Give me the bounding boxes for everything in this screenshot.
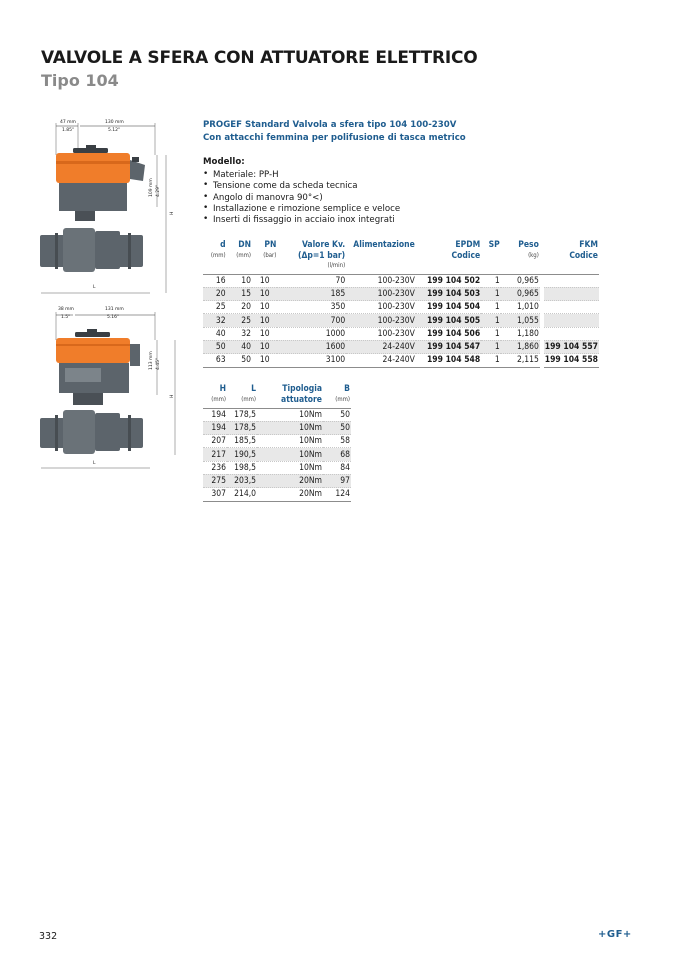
feature-item: • Tensione come da scheda tecnica [203,181,400,192]
table-cell: 70 [277,274,346,287]
table-cell: 10Nm [257,461,323,474]
feature-item: • Materiale: PP-H [203,170,400,181]
dim-label: 109 mm [149,178,154,197]
column-header: d (mm) [210,240,226,259]
table-cell [544,301,599,314]
table-cell: 1 [481,314,501,327]
table-cell: 1 [481,354,501,367]
table-cell: 178,5 [227,421,257,434]
table-cell: 58 [323,435,351,448]
table-cell: 100-230V [346,287,416,300]
table-cell: 190,5 [227,448,257,461]
table-cell: 700 [277,314,346,327]
table-row [203,287,599,300]
table-cell: 199 104 505 [416,314,481,327]
column-header: B (mm) [335,384,350,403]
table-cell: 25 [227,314,252,327]
table-cell: 68 [323,448,351,461]
table-cell: 1,180 [501,327,540,340]
dim-label: 38 mm [58,307,74,312]
table-cell: 20 [203,287,227,300]
spec-table [203,240,599,368]
table-row [203,435,351,448]
table-cell: 40 [203,327,227,340]
table-row [203,488,351,501]
table-cell: 203,5 [227,474,257,487]
table-cell: 24-240V [346,340,416,353]
table-cell: 40 [227,340,252,353]
table-cell: 10 [252,287,277,300]
table-cell: 15 [227,287,252,300]
table-cell: 50 [203,340,227,353]
table-cell: 10 [252,354,277,367]
table-row [203,301,599,314]
table-cell: 124 [323,488,351,501]
dimension-table [203,384,351,502]
dim-h-label: H [170,211,175,215]
table-cell: 194 [203,421,227,434]
product-heading-line2: Con attacchi femmina per polifusione di tasca metrico [203,132,466,143]
table-cell: 0,965 [501,274,540,287]
table-cell: 207 [203,435,227,448]
table-cell: 20Nm [257,488,323,501]
product-heading [203,119,466,144]
table-row [203,408,351,421]
table-cell [544,327,599,340]
table-row [203,461,351,474]
dim-label: 113 mm [149,351,154,370]
dim-label: 47 mm [60,120,76,125]
table-cell: 10 [252,274,277,287]
table-cell: 10Nm [257,421,323,434]
valve-drawing-bottom [35,300,195,475]
table-cell: 350 [277,301,346,314]
column-header: DN (mm) [236,240,252,259]
dim-l-label: L [93,285,96,290]
table-cell: 199 104 547 [416,340,481,353]
table-cell: 185 [277,287,346,300]
table-cell: 214,0 [227,488,257,501]
table-cell: 1 [481,274,501,287]
table-row [203,448,351,461]
table-cell: 25 [203,301,227,314]
table-cell: 100-230V [346,327,416,340]
dim-label: 4.29" [156,184,161,197]
page-number: 332 [39,931,58,942]
table-cell: 10 [252,301,277,314]
table-cell: 63 [203,354,227,367]
table-cell: 97 [323,474,351,487]
table-cell: 10 [227,274,252,287]
table-cell [544,274,599,287]
table-cell: 32 [203,314,227,327]
table-cell: 32 [227,327,252,340]
table-cell: 1,010 [501,301,540,314]
column-header: Tipologia attuatore [281,384,322,405]
valve-drawing-top [35,115,195,300]
table-row [203,314,599,327]
table-cell: 217 [203,448,227,461]
table-row [203,274,599,287]
table-cell: 100-230V [346,274,416,287]
table-cell: 84 [323,461,351,474]
table-cell: 16 [203,274,227,287]
dim-label: 1.85" [62,128,75,133]
table-cell: 1 [481,340,501,353]
product-heading-line1: PROGEF Standard Valvola a sfera tipo 104 100-230V [203,120,457,130]
page-title: VALVOLE A SFERA CON ATTUATORE ELETTRICO [41,48,478,68]
table-cell: 199 104 503 [416,287,481,300]
table-cell: 198,5 [227,461,257,474]
table-cell: 199 104 548 [416,354,481,367]
table-cell: 178,5 [227,408,257,421]
table-cell: 1 [481,327,501,340]
table-cell: 0,965 [501,287,540,300]
table-cell: 275 [203,474,227,487]
table-row [203,354,599,367]
table-cell [544,287,599,300]
table-cell: 10Nm [257,408,323,421]
table-cell: 1 [481,301,501,314]
column-header: Valore Kv. (Δp=1 bar) (l/min) [298,240,346,269]
table-cell: 2,115 [501,354,540,367]
dim-label: 5.16" [107,315,120,320]
table-cell: 199 104 506 [416,327,481,340]
table-cell: 10 [252,314,277,327]
table-cell: 199 104 558 [544,355,598,366]
table-cell: 100-230V [346,314,416,327]
table-cell: 1,860 [501,340,540,353]
table-row [203,474,351,487]
table-cell: 10 [252,340,277,353]
table-cell: 3100 [277,354,346,367]
table-cell: 236 [203,461,227,474]
table-cell: 199 104 557 [544,342,598,353]
feature-item: • Inserti di fissaggio in acciaio inox integrati [203,215,400,226]
table-cell: 50 [323,421,351,434]
table-cell: 1000 [277,327,346,340]
dim-label: 131 mm [105,307,124,312]
feature-item: • Angolo di manovra 90°<) [203,193,400,204]
table-row [203,340,599,353]
page-subtitle: Tipo 104 [41,71,119,90]
feature-list [203,170,400,226]
table-cell: 1600 [277,340,346,353]
dim-label: 4.45" [156,357,161,370]
table-cell: 1 [481,287,501,300]
column-header: PN (bar) [263,240,277,259]
column-header: L (mm) [241,384,256,403]
dim-label: 5.12" [108,128,121,133]
table-cell: 10Nm [257,435,323,448]
table-header-row [203,240,599,274]
column-header: Peso (kg) [518,240,539,259]
table-cell: 10 [252,327,277,340]
table-row [203,421,351,434]
table-cell: 24-240V [346,354,416,367]
dim-label: 130 mm [105,120,124,125]
table-cell: 307 [203,488,227,501]
table-cell: 194 [203,408,227,421]
table-cell: 20 [227,301,252,314]
gf-logo: +GF+ [598,929,632,940]
table-cell: 20Nm [257,474,323,487]
column-header: FKM Codice [569,240,598,261]
column-header: H (mm) [211,384,226,403]
model-title: Modello: [203,157,245,167]
table-cell: 199 104 504 [416,301,481,314]
feature-item: • Installazione e rimozione semplice e veloce [203,204,400,215]
table-cell: 199 104 502 [416,274,481,287]
column-header: Alimentazione [353,240,415,250]
column-header: EPDM Codice [451,240,481,261]
dim-l-label: L [93,461,96,466]
table-cell: 185,5 [227,435,257,448]
table-cell: 1,055 [501,314,540,327]
table-cell [544,314,599,327]
table-cell: 50 [227,354,252,367]
column-header: SP [488,240,500,250]
table-row [203,327,599,340]
table-cell: 100-230V [346,301,416,314]
dim-h-label: H [170,394,175,398]
table-cell: 10Nm [257,448,323,461]
table-header-row [203,384,351,408]
table-cell: 50 [323,408,351,421]
dim-label: 1.5" [61,315,71,320]
